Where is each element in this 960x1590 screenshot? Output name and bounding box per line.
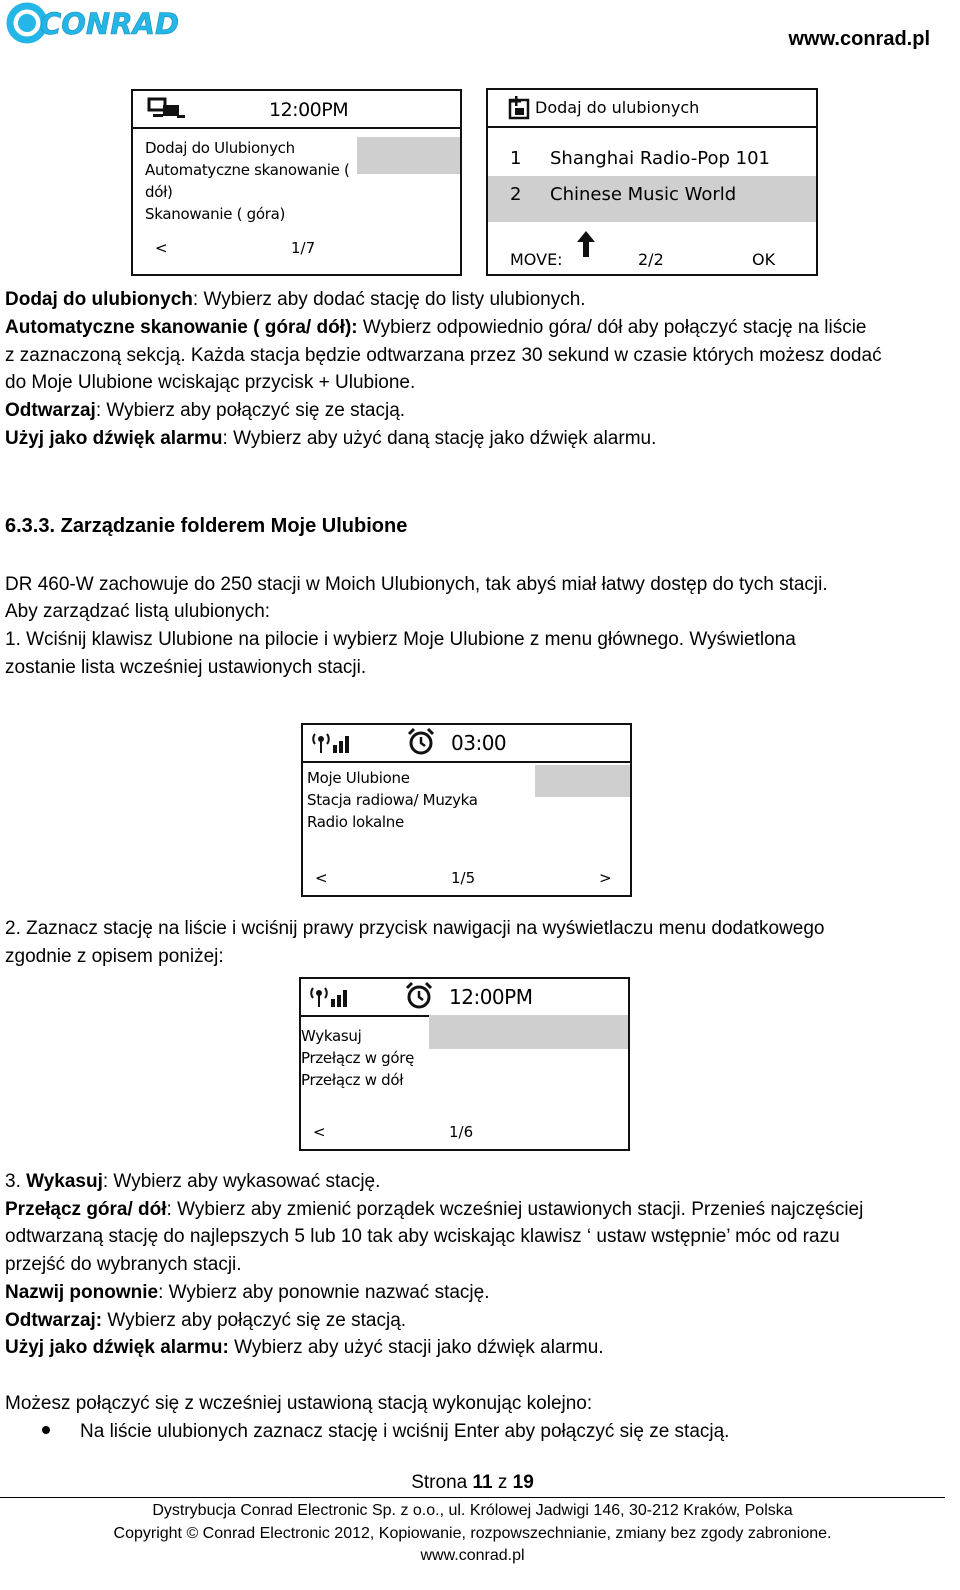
screen-status-bar <box>303 725 630 763</box>
menu-item: Przełącz w górę <box>301 1049 415 1067</box>
desc-alarm-sound: Użyj jako dźwięk alarmu: Wybierz aby użyć daną stację jako dźwięk alarmu. <box>5 428 657 449</box>
bullet-text: Na liście ulubionych zaznacz stację i wciśnij Enter aby połączyć się ze stacją. <box>80 1421 730 1442</box>
menu-item: Stacja radiowa/ Muzyka <box>307 791 478 809</box>
menu-item: Przełącz w dół <box>301 1071 404 1089</box>
screen-add-favorites-menu <box>131 89 462 276</box>
station-number: 2 <box>510 184 522 205</box>
desc-rename: Nazwij ponownie: Wybierz aby ponownie nazwać stację. <box>5 1282 490 1303</box>
screen-my-favorites-menu <box>301 723 632 897</box>
site-url-top[interactable]: www.conrad.pl <box>788 28 930 50</box>
section-text: DR 460-W zachowuje do 250 stacji w Moich Ulubionych, tak abyś miał łatwy dostęp do tych stacji. <box>5 574 828 595</box>
page-indicator: 1/5 <box>451 869 476 887</box>
footer-url[interactable]: www.conrad.pl <box>420 1547 525 1564</box>
page-indicator: 1/7 <box>291 239 316 257</box>
footer-distribution: Dystrybucja Conrad Electronic Sp. z o.o., ul. Królowej Jadwigi 146, 30-212 Kraków, Polska <box>152 1502 793 1519</box>
arrow-up-icon <box>576 230 596 258</box>
desc-alarm-sound: Użyj jako dźwięk alarmu: Wybierz aby użyć stacji jako dźwięk alarmu. <box>5 1337 604 1358</box>
desc-move-up-down: Przełącz góra/ dół: Wybierz aby zmienić porządek wcześniej ustawionych stacji. Przenieś najczęściej <box>5 1199 864 1220</box>
menu-item: Automatyczne skanowanie ( <box>145 161 350 179</box>
svg-text:CONRAD: CONRAD <box>40 7 180 41</box>
desc-auto-scan-cont2: do Moje Ulubione wciskając przycisk + Ulubione. <box>5 372 416 393</box>
section-text: Aby zarządzać listą ulubionych: <box>5 601 271 622</box>
screen-time: 12:00PM <box>269 99 349 121</box>
page-indicator: 1/6 <box>449 1123 474 1141</box>
menu-item: Moje Ulubione <box>307 769 410 787</box>
desc-move-cont: odtwarzaną stację do najlepszych 5 lub 10 tak aby wciskając klawisz ‘ ustaw wstępnie’ móc od razu <box>5 1226 840 1247</box>
screen-time: 03:00 <box>451 731 507 755</box>
menu-item: Dodaj do Ulubionych <box>145 139 295 157</box>
footer-divider <box>0 1497 945 1498</box>
conrad-logo <box>6 2 180 44</box>
screen-status-bar <box>133 91 460 129</box>
desc-play: Odtwarzaj: Wybierz aby połączyć się ze stacją. <box>5 1310 407 1331</box>
nav-left-indicator: < <box>155 239 168 257</box>
desc-move-cont2: przejść do wybranych stacji. <box>5 1254 242 1275</box>
selection-highlight <box>357 137 460 174</box>
station-name: Shanghai Radio-Pop 101 <box>550 148 770 169</box>
nav-left-indicator: < <box>313 1123 326 1141</box>
desc-auto-scan: Automatyczne skanowanie ( góra/ dół): Wybierz odpowiednio góra/ dół aby połączyć stację na liście <box>5 317 867 338</box>
menu-item: Radio lokalne <box>307 813 404 831</box>
connect-intro: Możesz połączyć się z wcześniej ustawioną stacją wykonując kolejno: <box>5 1393 593 1414</box>
station-number: 1 <box>510 148 522 169</box>
screen-status-bar <box>301 979 628 1017</box>
bullet-point <box>42 1426 50 1434</box>
screen-title-bar <box>488 90 816 128</box>
menu-item: Skanowanie ( góra) <box>145 205 286 223</box>
desc-delete: 3. Wykasuj: Wybierz aby wykasować stację. <box>5 1171 381 1192</box>
desc-auto-scan-cont: z zaznaczoną sekcją. Każda stacja będzie odtwarzana przez 30 sekund w czasie których możesz dodać <box>5 345 882 366</box>
screen-options-menu <box>299 977 630 1151</box>
screen-time: 12:00PM <box>449 985 533 1009</box>
alarm-clock-icon <box>405 982 433 1010</box>
menu-item: Wykasuj <box>301 1027 362 1045</box>
selection-highlight <box>535 765 630 797</box>
section-heading: 6.3.3. Zarządzanie folderem Moje Ulubione <box>5 515 408 537</box>
step-1-text: 1. Wciśnij klawisz Ulubione na pilocie i wybierz Moje Ulubione z menu głównego. Wyświetlona <box>5 629 796 650</box>
favorites-add-icon <box>506 96 532 120</box>
move-label: MOVE: <box>510 250 563 269</box>
network-icon <box>147 97 187 121</box>
selection-highlight <box>429 1015 628 1049</box>
ok-label: OK <box>752 250 776 269</box>
signal-strength-icon <box>313 731 353 755</box>
nav-left-indicator: < <box>315 869 328 887</box>
alarm-clock-icon <box>407 728 435 756</box>
nav-right-indicator: > <box>599 869 612 887</box>
step-2-text: 2. Zaznacz stację na liście i wciśnij prawy przycisk nawigacji na wyświetlaczu menu dodatkowego <box>5 918 825 939</box>
page-indicator: 2/2 <box>638 250 664 269</box>
screen-add-to-favorites-list <box>486 88 818 276</box>
step-2-text-cont: zgodnie z opisem poniżej: <box>5 946 224 967</box>
desc-play: Odtwarzaj: Wybierz aby połączyć się ze stacją. <box>5 400 406 421</box>
step-1-text-cont: zostanie lista wcześniej ustawionych stacji. <box>5 657 367 678</box>
station-name: Chinese Music World <box>550 184 737 205</box>
page-number: Strona 11 z 19 <box>411 1472 534 1493</box>
footer-copyright: Copyright © Conrad Electronic 2012, Kopiowanie, rozpowszechnianie, zmiany bez zgody zabronione. <box>113 1525 832 1542</box>
signal-strength-icon <box>311 985 351 1009</box>
screen-title: Dodaj do ulubionych <box>535 98 700 117</box>
menu-item: dół) <box>145 183 173 201</box>
desc-add-favorites: Dodaj do ulubionych: Wybierz aby dodać stację do listy ulubionych. <box>5 289 586 310</box>
